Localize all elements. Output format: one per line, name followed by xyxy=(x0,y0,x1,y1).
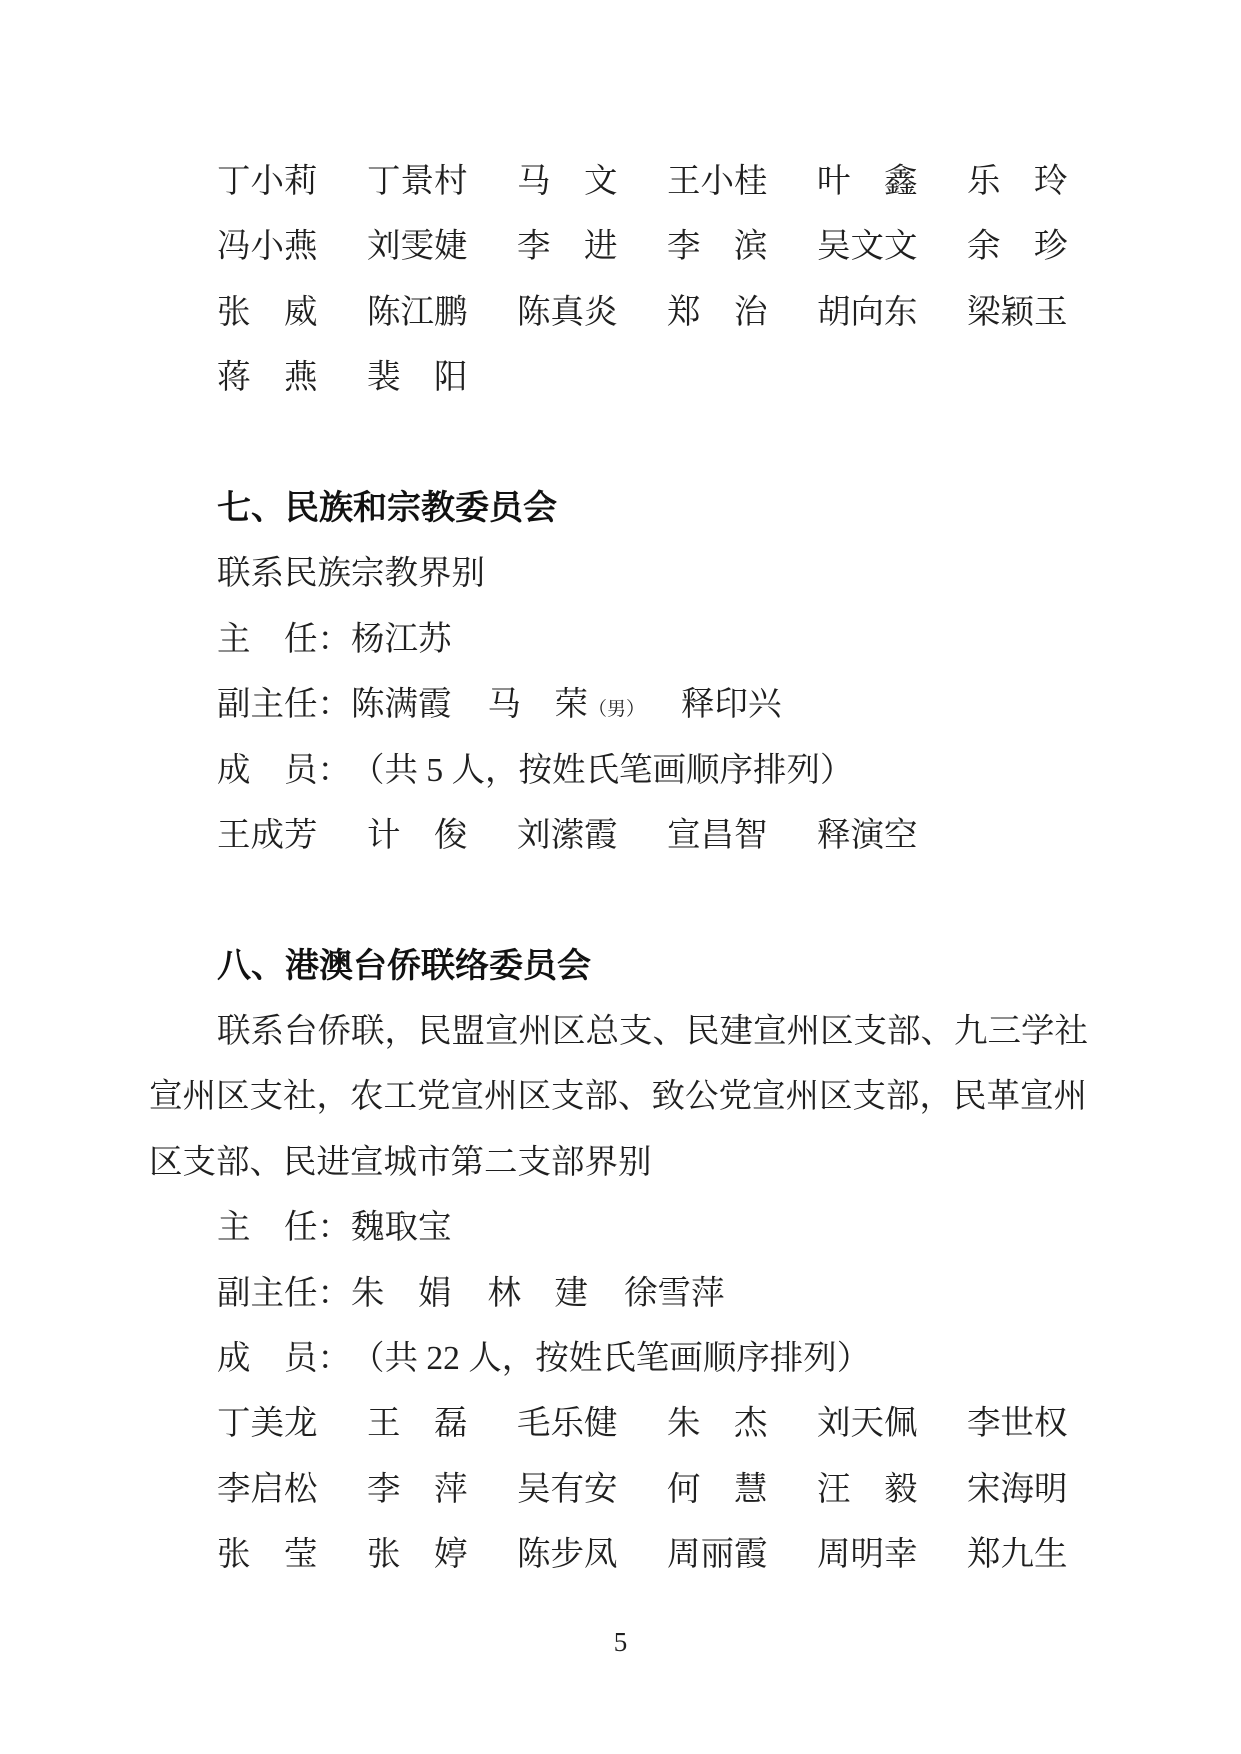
officer-name xyxy=(488,672,646,742)
member-name: 陈步凤 xyxy=(517,1536,618,1574)
officer-line xyxy=(149,1195,1092,1260)
member-name: 刘潆霞 xyxy=(517,816,618,854)
member-name: 郑九生 xyxy=(967,1536,1068,1574)
gender-note: （男） xyxy=(588,699,646,721)
member-name: 李 萍 xyxy=(367,1470,468,1508)
member-row xyxy=(149,803,1092,868)
member-count-note: （共 5 人，按姓氏笔画顺序排列） xyxy=(351,751,854,789)
member-name: 王小桂 xyxy=(667,163,768,200)
member-name: 郑 治 xyxy=(667,293,768,331)
member-name: 王 磊 xyxy=(367,1405,468,1443)
officer-line xyxy=(149,607,1092,672)
member-name: 刘天佩 xyxy=(817,1405,918,1443)
committee-intro-line: 区支部、民进宣城市第二支部界别 xyxy=(149,1143,652,1181)
committee-intro-line: 宣州区支社，农工党宣州区支部、致公党宣州区支部，民革宣州 xyxy=(149,1078,1087,1116)
member-row xyxy=(149,214,1092,279)
member-name: 王成芳 xyxy=(217,816,318,854)
member-name: 梁颖玉 xyxy=(967,293,1068,331)
officer-name-text: 魏取宝 xyxy=(351,1209,452,1247)
member-name: 李 滨 xyxy=(667,228,768,266)
officer-name xyxy=(351,607,452,672)
member-name: 何 慧 xyxy=(667,1470,768,1508)
member-name: 蒋 燕 xyxy=(217,359,318,397)
officer-name-text: 林 建 xyxy=(487,1274,588,1312)
member-row xyxy=(149,1391,1092,1456)
committee-section xyxy=(149,934,1092,1588)
member-name: 马 文 xyxy=(517,163,618,200)
member-name: 李 进 xyxy=(517,228,618,266)
member-name: 李启松 xyxy=(217,1470,318,1508)
member-row xyxy=(149,280,1092,345)
member-name: 吴文文 xyxy=(817,228,918,266)
member-name: 释演空 xyxy=(817,816,918,854)
member-count-note: （共 22 人，按姓氏笔画顺序排列） xyxy=(351,1340,871,1378)
member-name: 宋海明 xyxy=(967,1470,1068,1508)
officer-label: 主 任： xyxy=(217,620,351,658)
officer-name-text: 陈满霞 xyxy=(351,686,452,724)
officer-name-text: 杨江苏 xyxy=(351,620,452,658)
member-name: 汪 毅 xyxy=(817,1470,918,1508)
committee-section xyxy=(149,476,1092,868)
officer-line xyxy=(149,672,1092,737)
member-name: 刘雯婕 xyxy=(367,228,468,266)
officer-label: 副主任： xyxy=(217,686,351,724)
officer-name xyxy=(681,672,782,737)
member-name: 裴 阳 xyxy=(367,359,468,397)
member-name: 周丽霞 xyxy=(667,1536,768,1574)
member-name: 吴有安 xyxy=(517,1470,618,1508)
officer-name xyxy=(351,672,452,737)
member-name: 宣昌智 xyxy=(667,816,768,854)
member-name: 陈江鹏 xyxy=(367,293,468,331)
member-name: 丁小莉 xyxy=(217,163,318,200)
member-name: 丁景村 xyxy=(367,163,468,200)
officer-label: 副主任： xyxy=(217,1274,351,1312)
member-name: 乐 玲 xyxy=(967,163,1068,200)
officer-name xyxy=(488,1261,589,1326)
member-name: 陈真炎 xyxy=(517,293,618,331)
officer-name-text: 释印兴 xyxy=(681,686,782,724)
officer-name-text: 马 荣 xyxy=(487,686,588,724)
member-row xyxy=(149,345,1092,410)
officer-label: 主 任： xyxy=(217,1209,351,1247)
officer-name xyxy=(351,1195,452,1260)
officer-label: 成 员： xyxy=(217,751,351,789)
member-name: 丁美龙 xyxy=(217,1405,318,1443)
officer-name-text: 徐雪萍 xyxy=(624,1274,725,1312)
member-name: 毛乐健 xyxy=(517,1405,618,1443)
committee-intro-line: 联系台侨联，民盟宣州区总支、民建宣州区支部、九三学社 xyxy=(217,1013,1088,1051)
officer-name xyxy=(351,1261,452,1326)
member-name: 余 珍 xyxy=(967,228,1068,266)
member-name: 朱 杰 xyxy=(667,1405,768,1443)
committee-sections xyxy=(149,476,1092,1588)
member-name: 张 婷 xyxy=(367,1536,468,1574)
member-name: 张 威 xyxy=(217,293,318,331)
member-row xyxy=(149,1457,1092,1522)
member-name: 胡向东 xyxy=(817,293,918,331)
officer-line xyxy=(149,738,1092,803)
member-row xyxy=(149,1522,1092,1587)
officer-name-text: 朱 娟 xyxy=(351,1274,452,1312)
member-name: 计 俊 xyxy=(367,816,468,854)
officer-line xyxy=(149,1261,1092,1326)
continued-member-rows xyxy=(149,149,1092,411)
member-name: 周明幸 xyxy=(817,1536,918,1574)
member-name: 张 莹 xyxy=(217,1536,318,1574)
member-row xyxy=(149,149,1092,214)
section-heading: 八、港澳台侨联络委员会 xyxy=(217,946,591,985)
member-name: 李世权 xyxy=(967,1405,1068,1443)
officer-line xyxy=(149,1326,1092,1391)
officer-label: 成 员： xyxy=(217,1340,351,1378)
member-name: 叶 鑫 xyxy=(817,163,918,200)
section-heading: 七、民族和宗教委员会 xyxy=(217,488,557,527)
committee-intro-line: 联系民族宗教界别 xyxy=(217,555,485,593)
page-number: 5 xyxy=(613,1627,628,1657)
member-name: 冯小燕 xyxy=(217,228,318,266)
officer-name xyxy=(624,1261,725,1326)
